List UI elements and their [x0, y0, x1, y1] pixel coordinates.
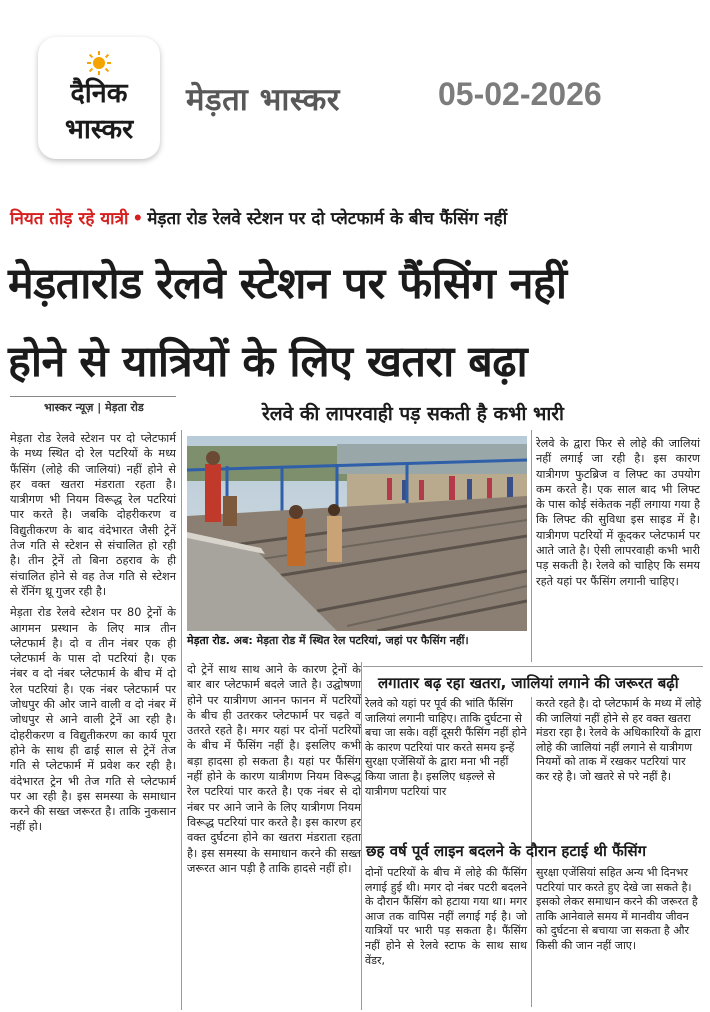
railway-photo-illustration — [187, 436, 527, 631]
dainik-bhaskar-logo[interactable] — [38, 37, 160, 159]
kicker-text: मेड़ता रोड रेलवे स्टेशन पर दो प्लेटफार्म के बीच फैंसिंग नहीं — [147, 209, 508, 229]
column-3 — [536, 436, 700, 595]
railway-platform-photo[interactable] — [187, 436, 527, 631]
section-heading-fencing-removed: छह वर्ष पूर्व लाइन बदलने के दौरान हटाई थी फैंसिंग — [366, 842, 647, 860]
byline: भास्कर न्यूज़ | मेड़ता रोड — [44, 401, 144, 414]
sun-icon — [87, 51, 111, 75]
column-1 — [10, 431, 176, 841]
edition-date: 05-02-2026 — [438, 76, 602, 112]
column-1-paragraph-2: मेड़ता रोड रेलवे स्टेशन पर 80 ट्रेनों के आगमन प्रस्थान के लिए मात्र तीन प्लेटफार्म है। दो व तीन नंबर एक ही प्लेटफार्म के पास दो पटरियां है। एक नंबर व दो नंबर प्लेटफार्म के बीच में दो रेल पटरियां है। एक नंबर प्लेटफार्म पर जोधपुर की ओर जाने वाली व दो नंबर में जोधपुर से आने वाली ट्रेनें आ रही है। दोहरीकरण व विद्युतीकरण का कार्य पूरा होने के साथ ही ढाई साल से ट्रेनें तेज गति से प्लेटफार्म में प्रवेश कर रही है। वंदेभारत ट्रेन भी तेज गति से प्लेटफार्म पर आ रही है। इस समस्या के समाधान करने की सख्त जरूरत है। ताकि नुकसान नहीं हो। — [10, 606, 176, 834]
masthead — [0, 0, 710, 178]
column-2-paragraph: दो ट्रेनें साथ साथ आने के कारण ट्रेनों के बार बार प्लेटफार्म बदले जाते है। उद्घोषणा होने पर यात्रीगण आनन फानन में पटरियों के बीच ही उतरकर प्लेटफार्म पर चढ़ते व उतरते रहते है। मगर यहां पर दोनों पटरियों के बीच में फैंसिंग नहीं है। इसलिए कभी बड़ा हादसा हो सकता है। यहां पर फैंसिंग नहीं होने के कारण यात्रीगण नियम विरूद्ध रेल पटरियां पार करते है। एक नंबर से दो नंबर पर आने जाने के लिए यात्रीगण नियम विरूद्ध पटरियां पार करते है। इस कारण हर वक्त दुर्घटना होने का खतरा मंडराता रहता है। इस समस्या के समाधान करने की सख्त जरूरत आन पड़ी है ताकि हादसे नहीं हो। — [187, 663, 361, 875]
column-divider — [361, 662, 362, 1010]
subheadline: रेलवे की लापरवाही पड़ सकती है कभी भारी — [262, 403, 564, 425]
kicker-line — [10, 206, 700, 229]
column-1-paragraph-1: मेड़ता रोड रेलवे स्टेशन पर दो प्लेटफार्म के मध्य स्थित दो रेल पटरियों के मध्य फैंसिंग (लोहे की जालियां) नहीं होने से हर वक्त खतरा मंडराता रहता है। यात्रीगण भी नियम विरूद्ध रेल पटरियां पार करते है। जबकि दोहरीकरण व विद्युतीकरण के बाद वंदेभारत जैसी ट्रेनें तेज गति से स्टेशन से संचालित हो रही है। तीन ट्रेनें तो बिना ठहराव के ही संचालित होने से वह तेज गति से स्टेशन से रॅनिंग थ्रू गुजर रही है। — [10, 432, 176, 598]
photo-caption — [187, 633, 527, 648]
column-divider — [531, 430, 532, 662]
photo-caption-place: मेड़ता रोड. — [187, 634, 230, 647]
section-1-left-text: रेलवे को यहां पर पूर्व की भांति फैंसिंग जालियां लगानी चाहिए। ताकि दुर्घटना से बचा जा सके। वहीं दूसरी फैंसिंग नहीं होने के कारण पटरियां पार करते समय इन्हें सुरक्षा एजेंसियों के द्वारा मना भी नहीं किया जाता है। इसलिए धड़ल्ले से यात्रीगण पटरियां पार — [365, 697, 527, 798]
kicker-bullet: • — [132, 209, 144, 229]
section-2-left-column — [365, 866, 527, 974]
section-1-right-column — [536, 697, 702, 791]
column-divider — [181, 430, 182, 1010]
section-2-left-text: दोनों पटरियों के बीच में लोहे की फैंसिंग लगाई हुई थी। मगर दो नंबर पटरी बदलने के दौरान फैंसिंग को हटाया गया था। मगर आज तक वापिस नहीं लगाई गई है। जो यात्रियों पर भारी पड़ सकता है। फैंसिंग नहीं होने से रेलवे स्टाफ के साथ साथ वेंडर, — [365, 866, 527, 967]
kicker-highlight: नियत तोड़ रहे यात्री — [10, 209, 129, 229]
headline-line-1: मेड़तारोड रेलवे स्टेशन पर फैंसिंग नहीं — [8, 259, 567, 309]
section-rule — [363, 666, 703, 667]
headline-line-2: होने से यात्रियों के लिए खतरा बढ़ा — [8, 337, 528, 387]
section-1-left-column — [365, 697, 527, 805]
section-heading-danger: लगातार बढ़ रहा खतरा, जालियां लगाने की जरूरत बढ़ी — [378, 674, 679, 692]
edition-name: मेड़ता भास्कर — [186, 82, 340, 118]
logo-line-2: भास्कर — [64, 114, 134, 145]
section-2-right-text: सुरक्षा एजेंसियां सहित अन्य भी दिनभर पटरियां पार करते हुए देखे जा सकते है। इसको लेकर समाधान करने की जरूरत है ताकि आनेवाले समय में मानवीय जीवन को दुर्घटना से बचाया जा सकता है और किसी की जान नहीं जाए। — [536, 866, 698, 952]
byline-rule — [10, 396, 176, 397]
section-1-right-text: करते रहते है। दो प्लेटफार्म के मध्य में लोहे की जालियां नहीं होने से हर वक्त खतरा मंडरा रहा है। रेलवे के अधिकारियों के द्वारा लोहे की जालियां नहीं लगाने से यात्रीगण नियमों को ताक में रखकर पटरियां पार कर रहे है। जो खतरे से परे नहीं है। — [536, 697, 702, 783]
photo-caption-text: अब: मेड़ता रोड में स्थित रेल पटरियां, जहां पर फैसिंग नहीं। — [233, 634, 469, 647]
section-2-right-column — [536, 866, 702, 960]
column-3-paragraph: रेलवे के द्वारा फिर से लोहे की जालियां नहीं लगाई जा रही है। इस कारण यात्रीगण फुटब्रिज व लिफ्ट का उपयोग कम करते है। एक साल बाद भी लिफ्ट के पास कोई संकेतक नहीं लगाया गया है कि लिफ्ट की सुविधा इस साइड में है। यात्रीगण पटरियों में कूदकर प्लेटफार्म पर आते जाते है। ऐसी लापरवाही कभी भारी पड़ सकती है। रेलवे को चाहिए कि समय रहते यहां पर फैंसिंग लगानी चाहिए। — [536, 437, 700, 588]
logo-line-1: दैनिक — [70, 78, 128, 109]
column-2 — [187, 662, 361, 882]
